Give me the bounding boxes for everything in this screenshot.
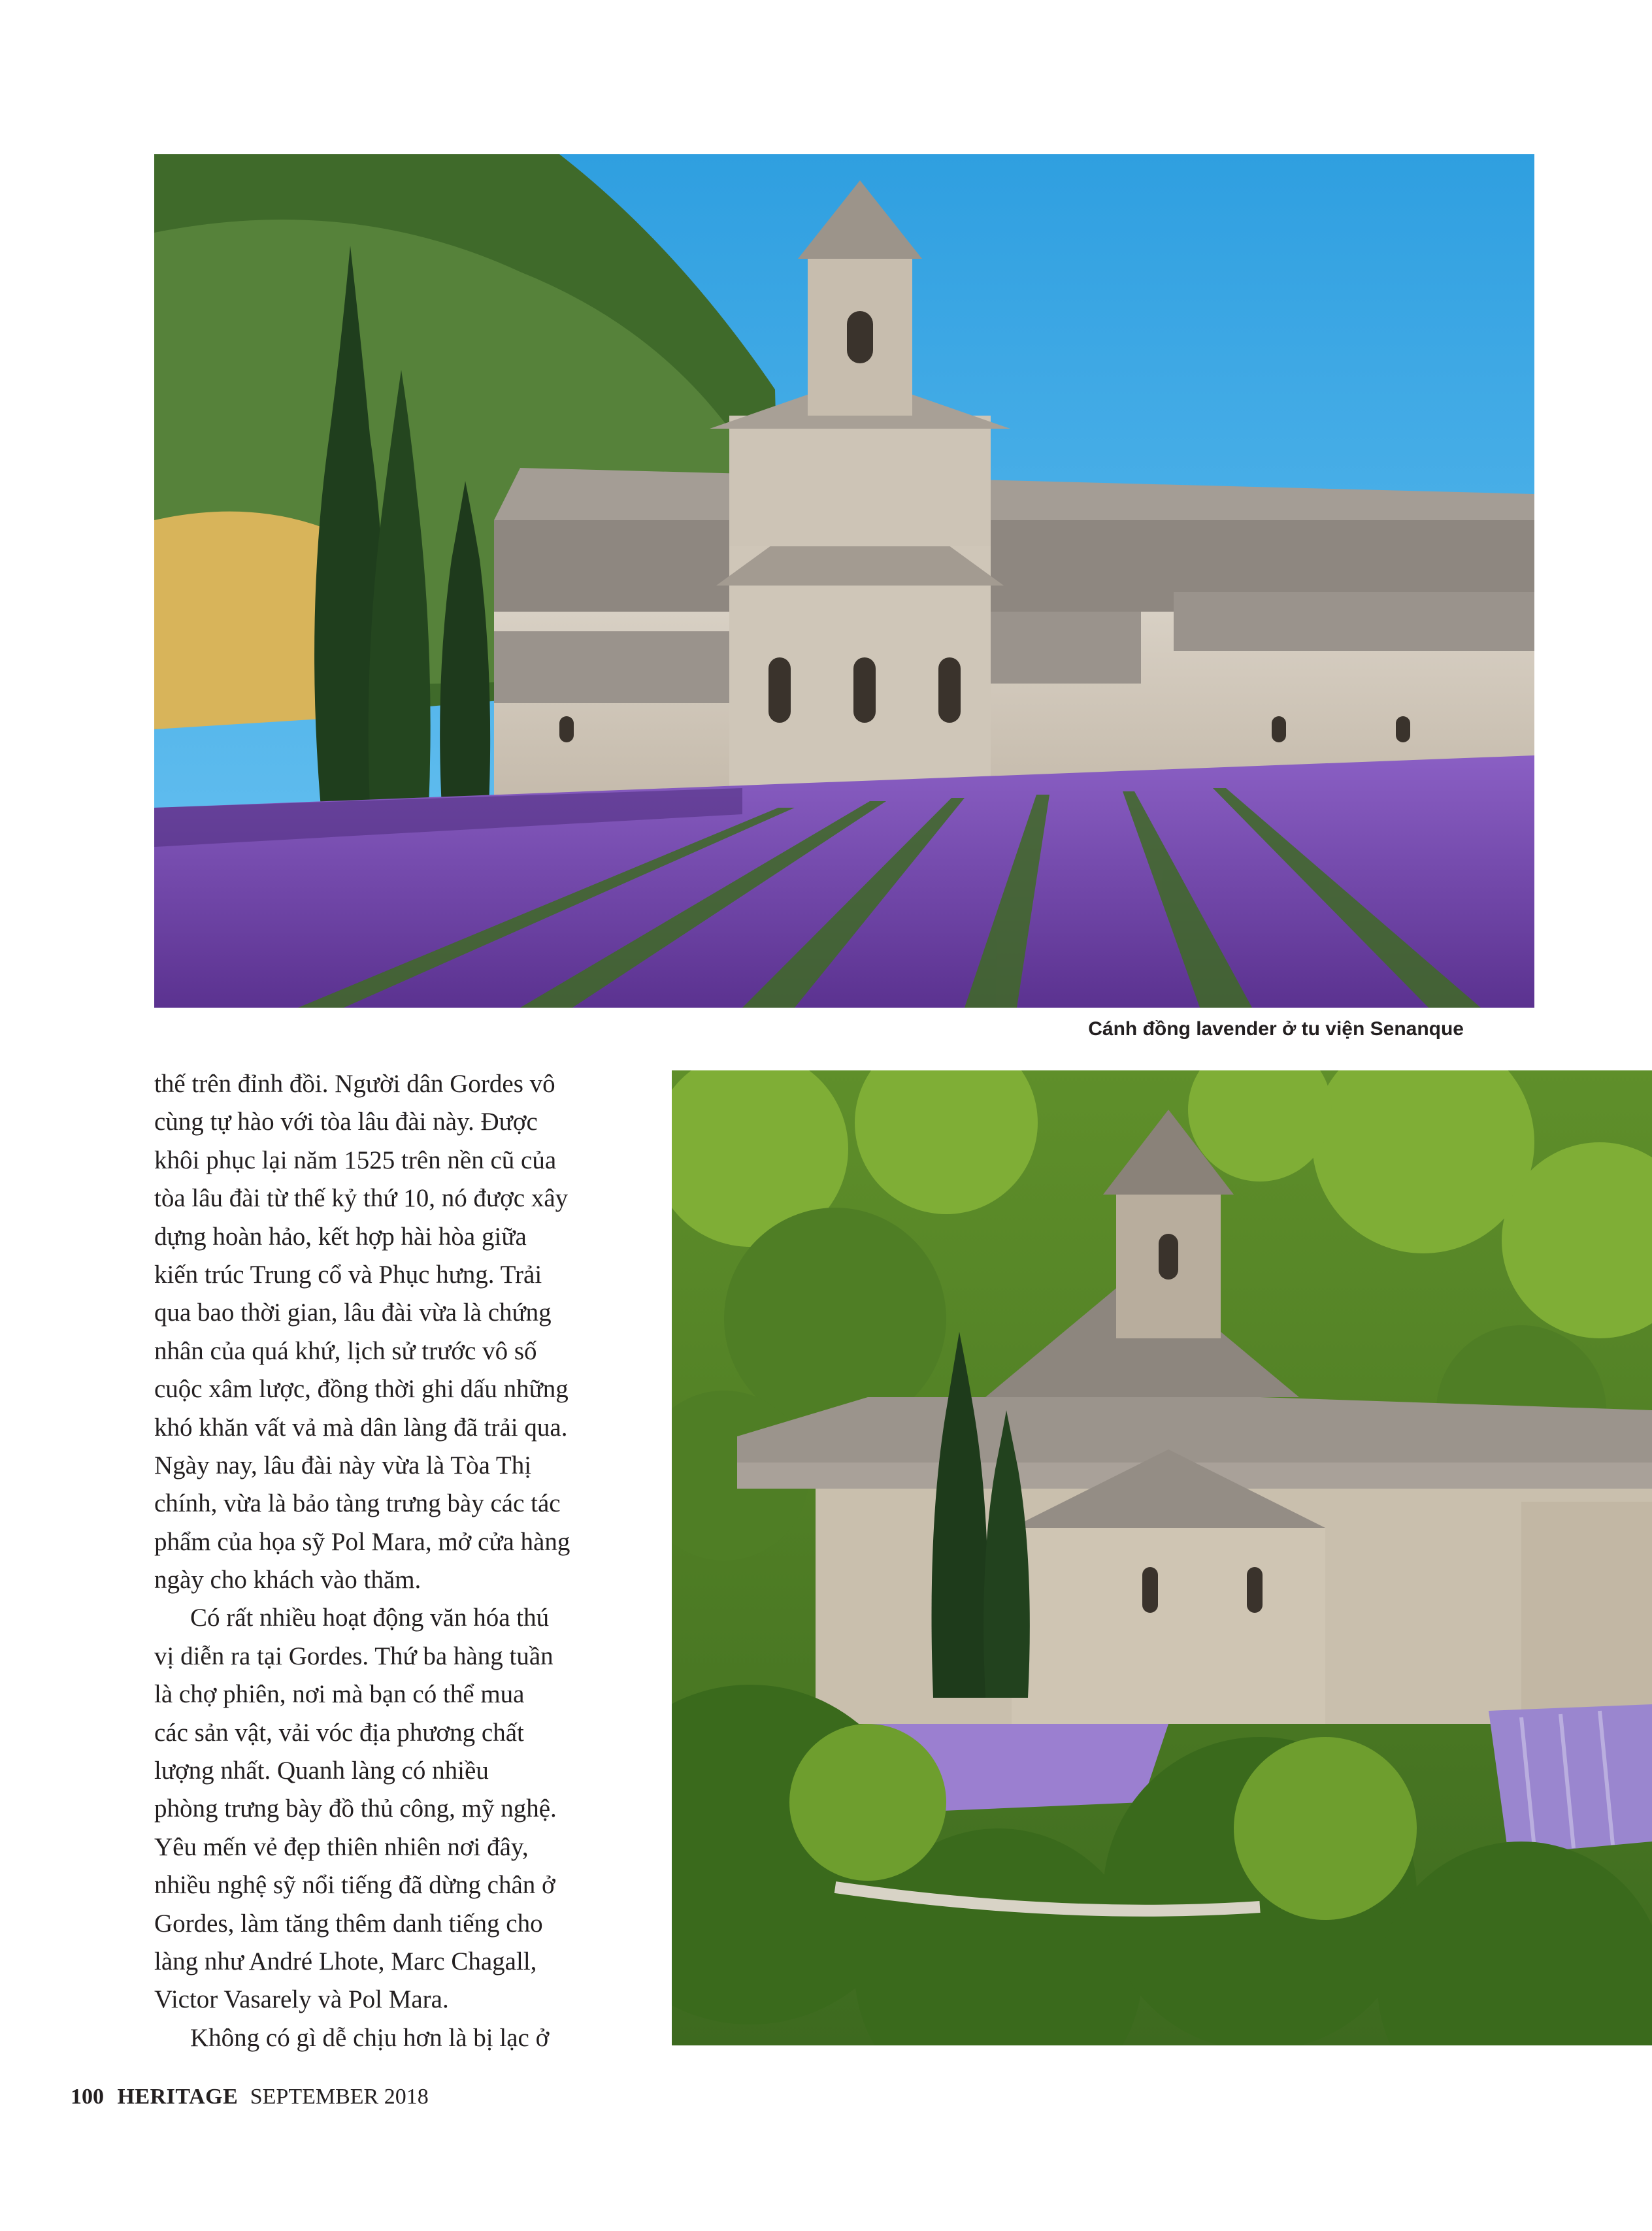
photo-abbey-trees <box>672 1070 1652 2045</box>
body-line: lượng nhất. Quanh làng có nhiều <box>154 1757 489 1785</box>
article-body <box>154 1065 631 2057</box>
body-line: Yêu mến vẻ đẹp thiên nhiên nơi đây, <box>154 1832 529 1861</box>
body-line: khôi phục lại năm 1525 trên nền cũ của <box>154 1146 557 1174</box>
body-line: tòa lâu đài từ thế kỷ thứ 10, nó được xây <box>154 1184 569 1213</box>
body-line: nhân của quá khứ, lịch sử trước vô số <box>154 1336 537 1365</box>
body-line: phòng trưng bày đồ thủ công, mỹ nghệ. <box>154 1794 557 1823</box>
body-line: Victor Vasarely và Pol Mara. <box>154 1985 449 2014</box>
body-line: qua bao thời gian, lâu đài vừa là chứng <box>154 1298 552 1327</box>
body-line: thế trên đỉnh đồi. Người dân Gordes vô <box>154 1070 555 1098</box>
body-line: phẩm của họa sỹ Pol Mara, mở cửa hàng <box>154 1527 570 1556</box>
body-line: làng như André Lhote, Marc Chagall, <box>154 1947 537 1975</box>
issue-date: SEPTEMBER 2018 <box>250 2085 429 2109</box>
body-line: vị diễn ra tại Gordes. Thứ ba hàng tuần <box>154 1642 553 1670</box>
body-line: Không có gì dễ chịu hơn là bị lạc ở <box>190 2023 550 2052</box>
magazine-name: HERITAGE <box>117 2085 239 2109</box>
body-line: Có rất nhiều hoạt động văn hóa thú <box>190 1604 550 1632</box>
body-line: là chợ phiên, nơi mà bạn có thể mua <box>154 1680 525 1709</box>
abbey-trees-image <box>672 1070 1652 2045</box>
body-line: các sản vật, vải vóc địa phương chất <box>154 1718 524 1747</box>
photo-lavender-abbey <box>154 154 1534 1008</box>
body-line: cuộc xâm lược, đồng thời ghi dấu những <box>154 1375 569 1404</box>
body-line: cùng tự hào với tòa lâu đài này. Được <box>154 1108 538 1136</box>
body-line: ngày cho khách vào thăm. <box>154 1566 421 1595</box>
body-line: khó khăn vất vả mà dân làng đã trải qua. <box>154 1413 568 1442</box>
page-number: 100 <box>71 2085 104 2109</box>
body-line: nhiều nghệ sỹ nổi tiếng đã dừng chân ở <box>154 1871 555 1900</box>
body-line: kiến trúc Trung cổ và Phục hưng. Trải <box>154 1260 542 1289</box>
body-line: Ngày nay, lâu đài này vừa là Tòa Thị <box>154 1451 532 1479</box>
body-line: Gordes, làm tăng thêm danh tiếng cho <box>154 1909 543 1938</box>
body-line: chính, vừa là bảo tàng trưng bày các tác <box>154 1489 561 1518</box>
body-line: dựng hoàn hảo, kết hợp hài hòa giữa <box>154 1222 527 1251</box>
page-footer <box>71 2085 429 2109</box>
photo-caption: Cánh đồng lavender ở tu viện Senanque <box>1088 1018 1464 1040</box>
lavender-abbey-image <box>154 154 1534 1008</box>
